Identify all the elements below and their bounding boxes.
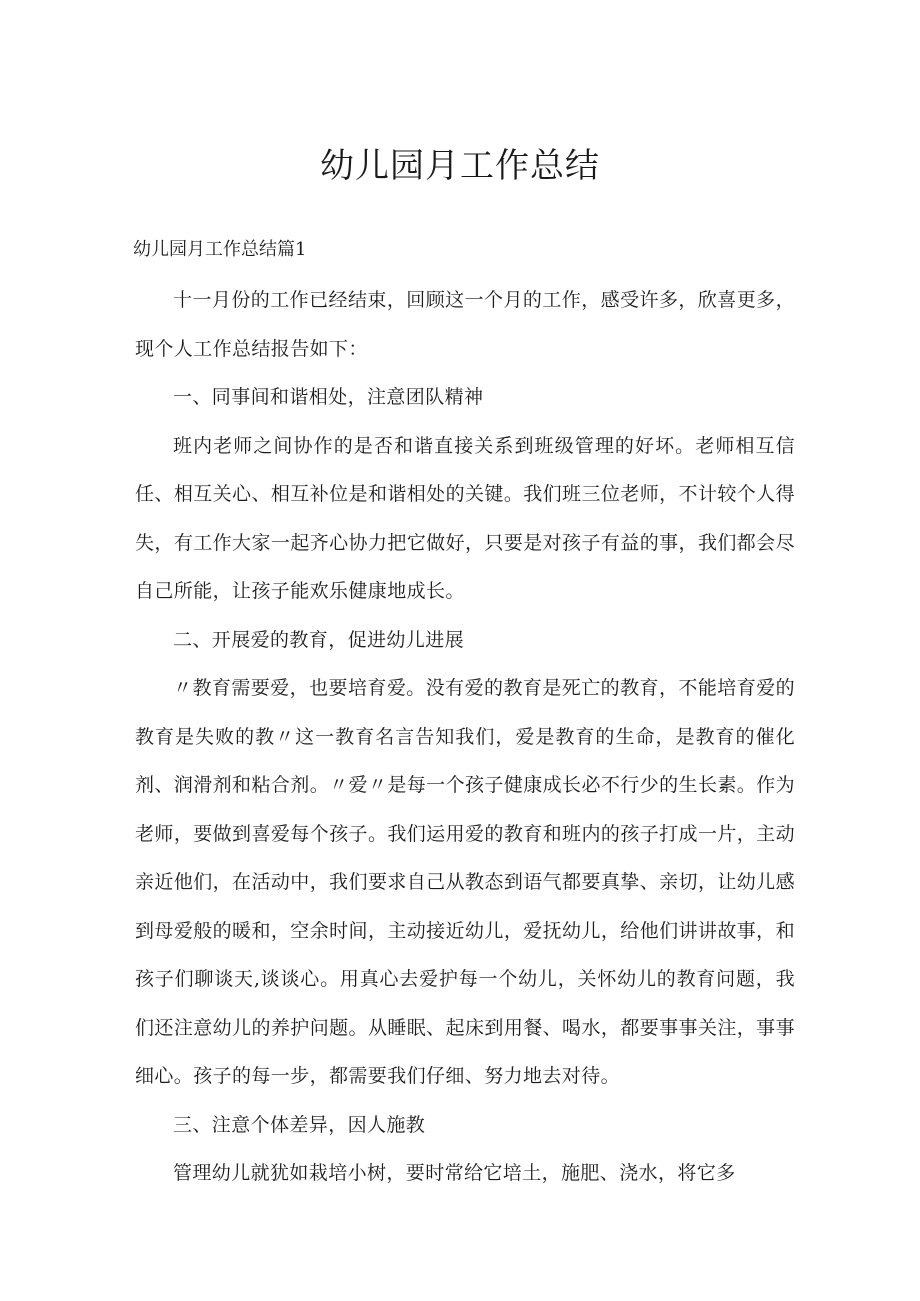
document-body bbox=[135, 276, 795, 1198]
section-heading-1: 一、同事间和谐相处，注意团队精神 bbox=[173, 386, 484, 408]
paragraph-teamwork: 班内老师之间协作的是否和谐直接关系到班级管理的好坏。老师相互信任、相互关心、相互补位是和谐相处的关键。我们班三位老师，不计较个人得失，有工作大家一起齐心协力把它做好，只要是对孩子有益的事，我们都会尽自己所能，让孩子能欢乐健康地成长。 bbox=[135, 434, 795, 602]
section-heading-3: 三、注意个体差异，因人施教 bbox=[173, 1113, 426, 1136]
paragraph-intro: 十一月份的工作已经结束，回顾这一个月的工作，感受许多，欣喜更多，现个人工作总结报告如下： bbox=[135, 289, 795, 360]
paragraph-love-education: 〃教育需要爱，也要培育爱。没有爱的教育是死亡的教育，不能培育爱的教育是失败的教〃这一教育名言告知我们，爱是教育的生命，是教育的催化剂、润滑剂和粘合剂。〃爱〃是每一个孩子健康成长必不行少的生长素。作为老师，要做到喜爱每个孩子。我们运用爱的教育和班内的孩子打成一片，主动亲近他们，在活动中，我们要求自己从教态到语气都要真挚、亲切，让幼儿感到母爱般的暖和，空余时间，主动接近幼儿，爱抚幼儿，给他们讲讲故事，和孩子们聊谈天,谈谈心。用真心去爱护每一个幼儿，关怀幼儿的教育问题，我们还注意幼儿的养护问题。从睡眠、起床到用餐、喝水，都要事事关注，事事细心。孩子的每一步，都需要我们仔细、努力地去对待。 bbox=[135, 677, 795, 1087]
section-heading-2: 二、开展爱的教育，促进幼儿进展 bbox=[173, 628, 465, 651]
document-title: 幼儿园月工作总结 bbox=[320, 146, 600, 186]
paragraph-individual: 管理幼儿就犹如栽培小树，要时常给它培土，施肥、浇水，将它多 bbox=[173, 1162, 736, 1184]
document-subtitle: 幼儿园月工作总结篇1 bbox=[133, 239, 307, 260]
